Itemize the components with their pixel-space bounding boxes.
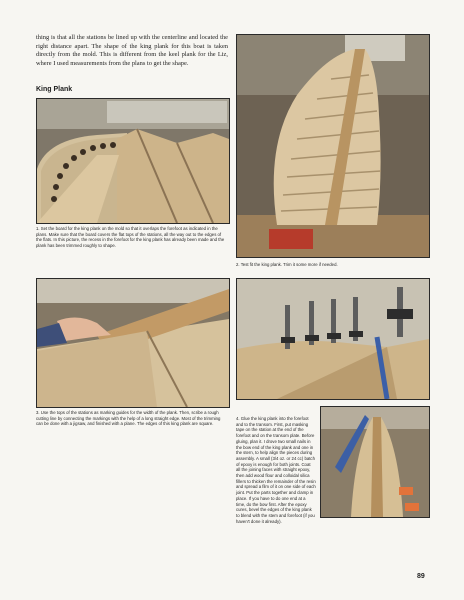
intro-paragraph: thing is that all the stations be lined up with the centerline and located the right distance apart. The shape of the king plank for this boat is taken directly from the mold. This is different from the keel plank for the Liz, where I used measurements from the plans to get the shape. [36, 34, 228, 67]
photo-5-caption: 4. Glue the king plank into the forefoot and to the transom. First, put masking tape on the station at the end of the forefoot and on the transom plate. Before gluing, plan it. I drove two small nails in the bow end of the king plank and one in the stern, to help align the pieces during assembly. A small (3/4 oz. or 24 cc) batch of epoxy is enough for both joints. Coat all the joining faces with straight epoxy, then add wood flour and colloidal silica fillers to thicken the remainder of the resin and spread a film of it on one side of each joint. Put the parts together and clamp in place. If you have to do one end at a time, do the bow first. After the epoxy cures, bevel the edges of the king plank to blend with the stem and forefoot (if you haven't done it already). [236, 416, 316, 524]
photo-2-test-fit [236, 34, 430, 258]
photo-5-glued-bow [320, 406, 430, 518]
section-heading: King Plank [36, 86, 73, 93]
photo-4-clamped-plank [236, 278, 430, 400]
photo-1-king-plank-on-mold [36, 98, 230, 224]
page-number: 89 [417, 573, 425, 580]
photo-3-caption: 3. Use the tops of the stations as marking guides for the width of the plank. Then, scribe a rough cutting line by connecting the markings with the help of a long straight edge. Most of the trimming can be done with a jigsaw, and finished with a plane. The edges of this king plank are square. [36, 410, 221, 427]
photo-2-caption: 2. Test fit the king plank. Trim it some more if needed. [236, 262, 338, 267]
photo-1-caption: 1. Set the board for the king plank on the mold so that it overlaps the forefoot as indicated in the plans. Make sure that the board covers the flat tops of the stations, all the way out to the edges of the flats. In this picture, the recess in the forefoot for the king plank has already been made and the plank has been trimmed roughly to shape. [36, 226, 225, 249]
photo-3-marking-plank [36, 278, 230, 408]
